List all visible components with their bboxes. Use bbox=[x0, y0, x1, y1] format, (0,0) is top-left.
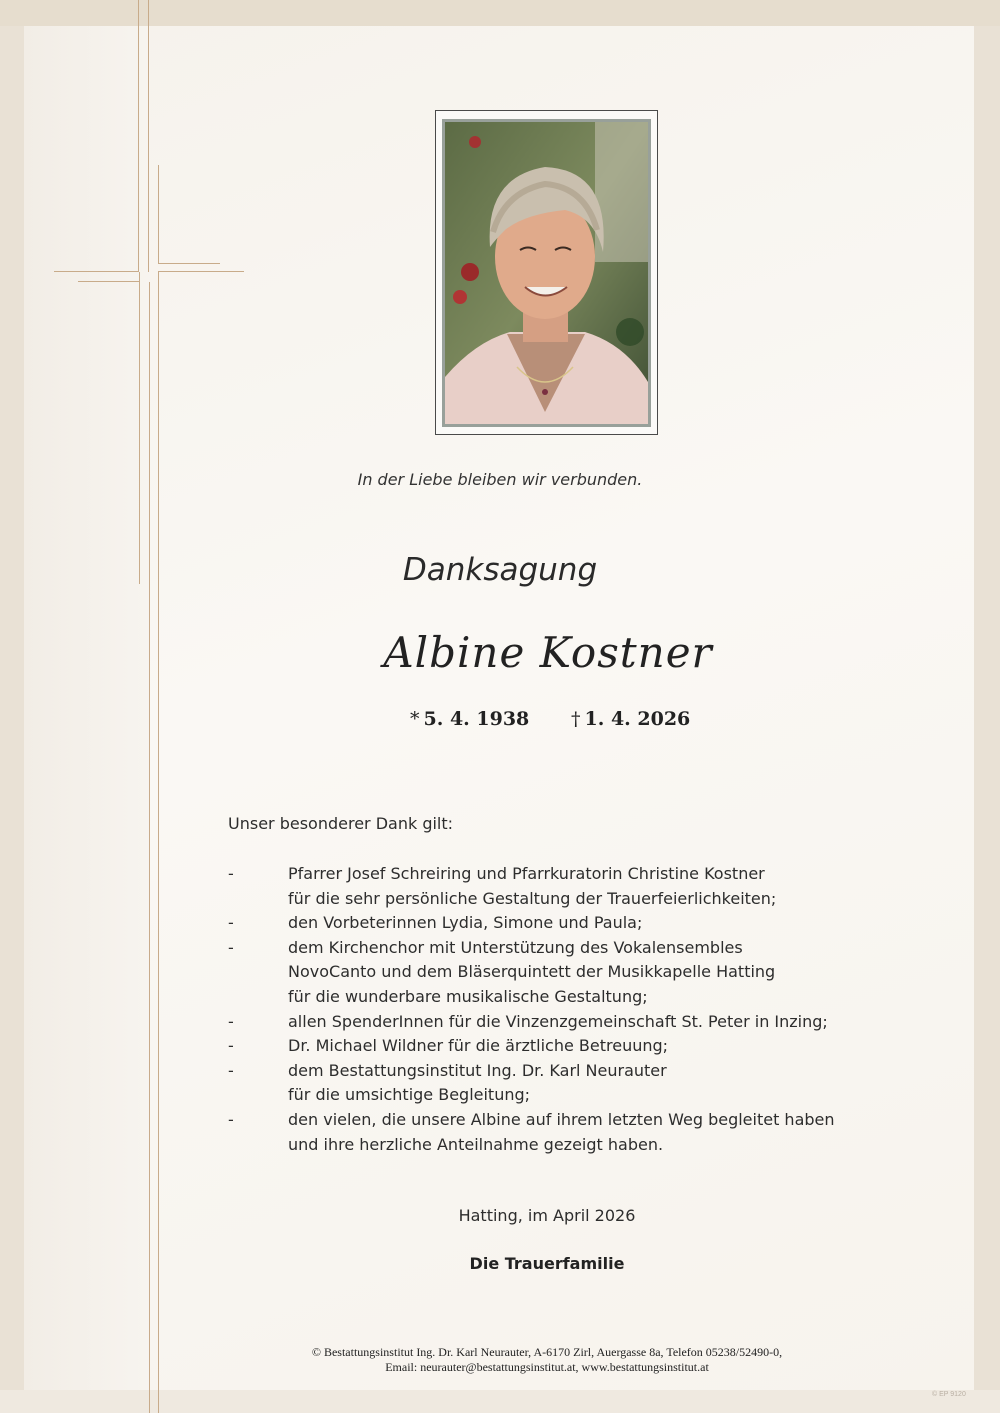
portrait-photo bbox=[445, 122, 648, 424]
list-item bbox=[228, 911, 868, 936]
footer-line: © Bestattungsinstitut Ing. Dr. Karl Neurauter, A-6170 Zirl, Auergasse 8a, Telefon 05238/52490-0, bbox=[311, 1345, 783, 1359]
death-date bbox=[571, 708, 690, 730]
thanks-intro: Unser besonderer Dank gilt: bbox=[228, 814, 454, 833]
heading: Danksagung bbox=[402, 552, 598, 588]
list-item-line: und ihre herzliche Anteilnahme gezeigt haben. bbox=[288, 1134, 664, 1154]
footer-imprint bbox=[0, 1345, 1000, 1375]
footer-line: Email: neurauter@bestattungsinstitut.at, www.bestattungsinstitut.at bbox=[385, 1360, 709, 1374]
list-item-line: den Vorbeterinnen Lydia, Simone und Paula; bbox=[288, 913, 643, 933]
template-code: © EP 9120 bbox=[932, 1391, 966, 1398]
deceased-name: Albine Kostner bbox=[383, 628, 713, 677]
list-item-line: Dr. Michael Wildner für die ärztliche Betreuung; bbox=[288, 1036, 669, 1056]
list-dash: - bbox=[228, 1036, 234, 1056]
birth-symbol: * bbox=[410, 708, 420, 730]
list-item-line: für die wunderbare musikalische Gestaltung; bbox=[288, 986, 648, 1006]
left-shade bbox=[24, 26, 150, 1390]
list-dash: - bbox=[228, 1011, 234, 1031]
place-date: Hatting, im April 2026 bbox=[458, 1206, 636, 1225]
portrait-matte bbox=[442, 119, 651, 427]
death-date-value: 1. 4. 2026 bbox=[584, 708, 691, 730]
top-border bbox=[0, 0, 1000, 26]
thanks-list bbox=[228, 862, 868, 1157]
list-item bbox=[228, 862, 868, 911]
list-item bbox=[228, 936, 868, 1010]
list-item-line: für die umsichtige Begleitung; bbox=[288, 1085, 531, 1105]
list-item-line: NovoCanto und dem Bläserquintett der Musikkapelle Hatting bbox=[288, 962, 776, 982]
list-item bbox=[228, 1059, 868, 1108]
list-item-line: für die sehr persönliche Gestaltung der Trauerfeierlichkeiten; bbox=[288, 888, 777, 908]
list-item-line: den vielen, die unsere Albine auf ihrem letzten Weg begleitet haben bbox=[288, 1109, 835, 1129]
birth-date bbox=[410, 708, 529, 730]
list-dash: - bbox=[228, 1060, 234, 1080]
list-dash: - bbox=[228, 913, 234, 933]
list-dash: - bbox=[228, 1109, 234, 1129]
list-dash: - bbox=[228, 937, 234, 957]
signature: Die Trauerfamilie bbox=[469, 1254, 625, 1273]
motto: In der Liebe bleiben wir verbunden. bbox=[357, 470, 643, 489]
list-item-line: dem Bestattungsinstitut Ing. Dr. Karl Neurauter bbox=[288, 1060, 667, 1080]
cross-symbol: † bbox=[571, 708, 581, 730]
list-dash: - bbox=[228, 864, 234, 883]
list-item bbox=[228, 1108, 868, 1157]
list-item bbox=[228, 1010, 868, 1035]
birth-date-value: 5. 4. 1938 bbox=[423, 708, 530, 730]
list-item bbox=[228, 1034, 868, 1059]
list-item-line: dem Kirchenchor mit Unterstützung des Vokalensembles bbox=[288, 937, 743, 957]
list-item-line: Pfarrer Josef Schreiring und Pfarrkuratorin Christine Kostner bbox=[288, 864, 765, 883]
portrait-frame bbox=[435, 110, 658, 435]
list-item-line: allen SpenderInnen für die Vinzenzgemeinschaft St. Peter in Inzing; bbox=[288, 1011, 828, 1031]
bottom-border bbox=[0, 1390, 1000, 1413]
